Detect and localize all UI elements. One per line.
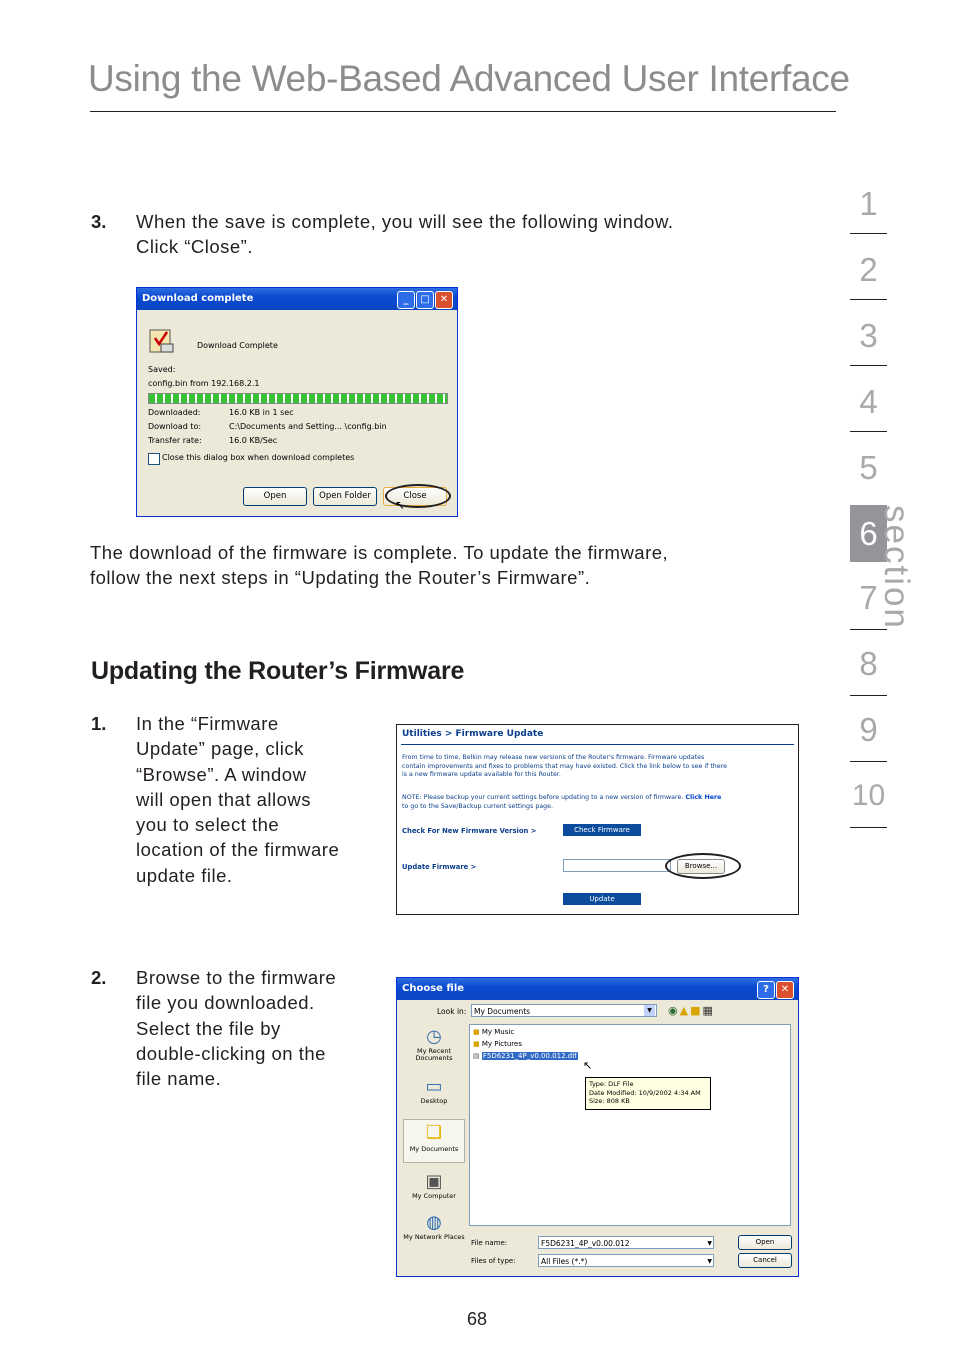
file-name: F5D6231_4P_v0.00.012.dlf (482, 1052, 577, 1060)
section-nav-item-10[interactable]: 10 (851, 779, 886, 812)
place-my-computer[interactable] (403, 1171, 465, 1200)
file-icon: ▤ (473, 1052, 480, 1060)
folder-icon: ■ (473, 1028, 480, 1036)
dialog-heading: Download Complete (197, 341, 278, 350)
choose-file-dialog (396, 977, 799, 1277)
update-button[interactable]: Update (563, 893, 641, 905)
recent-documents-icon: ◷ (426, 1026, 442, 1047)
close-icon[interactable]: ✕ (776, 981, 794, 999)
text-line: file you downloaded. (136, 992, 315, 1014)
download-to-value: C:\Documents and Setting... \config.bin (229, 422, 387, 431)
place-label: My Documents (409, 1145, 459, 1153)
place-label: My Recent Documents (415, 1047, 453, 1062)
text-line: file name. (136, 1068, 222, 1090)
file-name-value: F5D6231_4P_v0.00.012 (541, 1239, 630, 1248)
step-number: 2. (91, 967, 107, 988)
toolbar-icons[interactable] (668, 1004, 715, 1017)
title-divider (90, 111, 836, 112)
transfer-rate-label: Transfer rate: (148, 436, 202, 445)
checkbox-label: Close this dialog box when download completes (162, 453, 355, 462)
step-number: 3. (91, 211, 107, 232)
place-desktop[interactable] (403, 1076, 465, 1105)
cancel-button[interactable]: Cancel (738, 1253, 792, 1268)
text-line: “Browse”. A window (136, 763, 307, 785)
text-line: From time to time, Belkin may release new versions of the Router's firmware. Firmware updates (402, 754, 705, 761)
list-item[interactable] (473, 1040, 522, 1048)
dialog-title: Download complete (142, 293, 254, 304)
text-line: will open that allows (136, 788, 312, 810)
text-line: contain improvements and fixes to problems that may have existed. Click the link below to see if there (402, 762, 727, 770)
file-list (469, 1024, 791, 1226)
section-nav-divider (850, 233, 887, 234)
highlight-ellipse (665, 853, 741, 879)
panel-description (402, 754, 727, 780)
place-label: My Network Places (403, 1233, 465, 1241)
text-line: Update” page, click (136, 738, 304, 760)
my-computer-icon: ▣ (425, 1171, 443, 1192)
section-nav-item-3[interactable]: 3 (859, 317, 878, 354)
back-icon[interactable]: ◉ (668, 1004, 680, 1017)
section-nav-item-7[interactable]: 7 (859, 579, 878, 616)
my-documents-icon: ❏ (425, 1122, 443, 1143)
help-icon[interactable]: ? (757, 981, 775, 999)
minimize-icon[interactable]: _ (397, 291, 415, 309)
place-my-recent-documents[interactable] (403, 1026, 465, 1062)
section-nav-divider (850, 299, 887, 300)
paragraph (90, 540, 810, 591)
section-nav-item-6-active[interactable]: 6 (850, 505, 887, 562)
section-nav-divider (850, 695, 887, 696)
downloaded-label: Downloaded: (148, 408, 201, 417)
close-icon[interactable]: ✕ (435, 291, 453, 309)
text-line: update file. (136, 864, 233, 886)
chevron-down-icon[interactable]: ▼ (707, 1258, 712, 1265)
open-button[interactable]: Open (738, 1235, 792, 1250)
open-folder-button[interactable]: Open Folder (313, 487, 377, 506)
place-label: Desktop (420, 1097, 448, 1105)
cursor-icon: ↖ (395, 498, 406, 512)
text-line: is a new firmware update available for this Router. (402, 771, 561, 778)
step-text (136, 209, 816, 260)
panel-note (402, 794, 721, 811)
dialog-titlebar (137, 288, 457, 310)
close-button[interactable]: Close (383, 487, 447, 506)
tooltip-line: Type: DLF File (589, 1080, 634, 1088)
section-heading: Updating the Router’s Firmware (91, 657, 465, 685)
section-nav-item-5[interactable]: 5 (859, 449, 878, 486)
text-line: Click “Close”. (136, 236, 253, 258)
section-label: section (877, 505, 916, 630)
file-name-input[interactable] (538, 1236, 714, 1249)
click-here-link[interactable]: Click Here (685, 794, 722, 801)
browse-button[interactable]: Browse... (677, 859, 725, 874)
update-label: Update Firmware > (402, 863, 477, 871)
place-my-documents[interactable] (403, 1119, 465, 1163)
place-my-network-places[interactable] (403, 1212, 465, 1241)
section-nav-divider (850, 827, 887, 828)
progress-fill (149, 394, 447, 403)
text-line: When the save is complete, you will see the following window. (136, 211, 674, 232)
text-line: In the “Firmware (136, 713, 279, 734)
section-nav-divider (850, 365, 887, 366)
panel-divider (401, 744, 794, 745)
panel-title: Utilities > Firmware Update (402, 729, 544, 739)
places-bar (403, 1024, 465, 1270)
file-name: My Music (481, 1028, 515, 1036)
dialog-titlebar (397, 978, 798, 1000)
file-name-label: File name: (471, 1239, 508, 1247)
cursor-icon: ↖ (583, 1059, 593, 1072)
download-complete-dialog (136, 287, 458, 517)
text-line: to go to the Save/Backup current settings page. (402, 802, 554, 810)
section-nav-divider (850, 431, 887, 432)
page-title: Using the Web-Based Advanced User Interface (88, 58, 850, 99)
look-in-select[interactable] (471, 1004, 657, 1017)
file-type-value: All Files (*.*) (541, 1257, 588, 1266)
look-in-value: My Documents (474, 1007, 531, 1016)
tooltip-line: Date Modified: 10/9/2002 4:34 AM (589, 1088, 701, 1097)
downloaded-value: 16.0 KB in 1 sec (229, 408, 294, 417)
file-type-select[interactable] (538, 1254, 714, 1267)
check-label: Check For New Firmware Version > (402, 827, 537, 835)
download-progress-bar (148, 393, 448, 404)
section-nav-item-9[interactable]: 9 (859, 711, 878, 748)
network-icon: ◍ (426, 1212, 442, 1233)
note-text: NOTE: Please backup your current settings before updating to a new version of firmware. (402, 794, 684, 801)
section-nav-item-8[interactable]: 8 (859, 645, 878, 682)
file-tooltip (585, 1077, 711, 1110)
open-button[interactable]: Open (243, 487, 307, 506)
chevron-down-icon[interactable]: ▼ (707, 1240, 712, 1247)
saved-label: Saved: (148, 365, 176, 374)
section-nav-item-1[interactable]: 1 (859, 185, 878, 222)
file-name: My Pictures (481, 1040, 522, 1048)
download-to-label: Download to: (148, 422, 202, 431)
transfer-rate-value: 16.0 KB/Sec (229, 436, 278, 445)
chevron-down-icon[interactable]: ▼ (644, 1005, 655, 1016)
step-number: 1. (91, 713, 107, 734)
text-line: The download of the firmware is complete. To update the firmware, (90, 542, 669, 563)
views-icon[interactable]: ▦ (702, 1004, 715, 1017)
download-icon (147, 324, 175, 354)
text-line: you to select the (136, 814, 280, 836)
up-folder-icon[interactable]: ▲ (679, 1004, 691, 1017)
file-type-label: Files of type: (471, 1257, 516, 1265)
saved-value: config.bin from 192.168.2.1 (148, 379, 260, 388)
page-number: 68 (466, 1309, 488, 1329)
list-item[interactable] (473, 1028, 514, 1036)
step-text (136, 965, 381, 1091)
look-in-label: Look in: (437, 1007, 467, 1016)
section-nav-item-2[interactable]: 2 (859, 251, 878, 288)
text-line: double-clicking on the (136, 1042, 326, 1064)
step-text (136, 711, 381, 888)
list-item-selected[interactable] (473, 1052, 578, 1060)
maximize-icon[interactable]: □ (416, 291, 434, 309)
text-line: Browse to the firmware (136, 967, 337, 988)
text-line: location of the firmware (136, 839, 340, 861)
tooltip-line: Size: 808 KB (589, 1097, 630, 1105)
new-folder-icon[interactable]: ■ (690, 1004, 703, 1017)
place-label: My Computer (412, 1192, 456, 1200)
check-firmware-button[interactable]: Check Firmware (563, 824, 641, 836)
close-when-complete-checkbox[interactable] (148, 453, 160, 465)
dialog-title: Choose file (402, 983, 465, 994)
firmware-update-panel (396, 724, 799, 915)
firmware-file-input[interactable] (563, 859, 671, 872)
folder-icon: ■ (473, 1040, 480, 1048)
text-line: follow the next steps in “Updating the Router’s Firmware”. (90, 567, 591, 589)
desktop-icon: ▭ (425, 1076, 443, 1097)
section-nav-item-4[interactable]: 4 (859, 383, 878, 420)
section-nav-divider (850, 761, 887, 762)
text-line: Select the file by (136, 1017, 281, 1039)
